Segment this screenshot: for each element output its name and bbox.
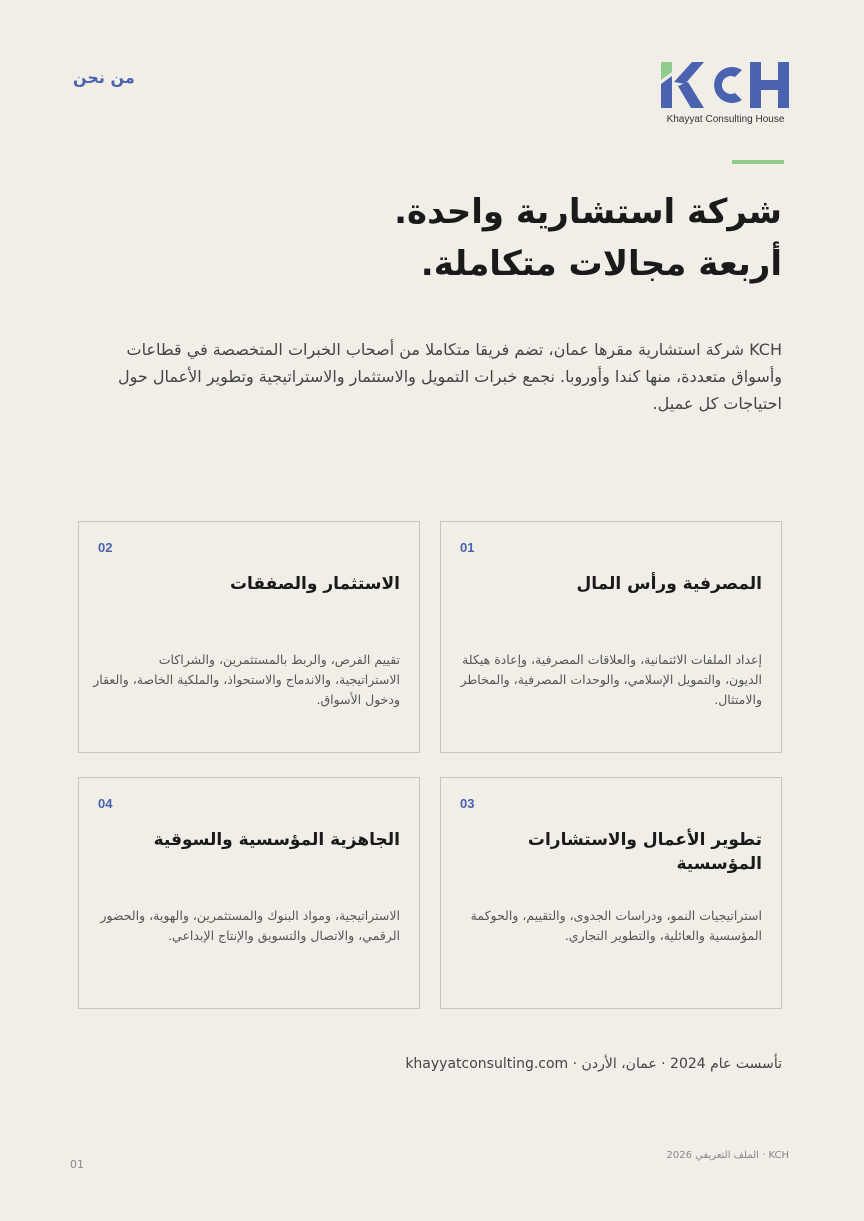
card-description: استراتيجيات النمو، ودراسات الجدوى، والتقييم، والحوكمة المؤسسية والعائلية، والتطوير التجاري. <box>470 908 762 943</box>
card-number: 03 <box>460 796 475 811</box>
footer-doc-label: KCH · الملف التعريفي 2026 <box>666 1150 789 1161</box>
page-number: 01 <box>70 1158 84 1171</box>
section-label: من نحن <box>73 68 135 87</box>
card-title: المصرفية ورأس المال <box>576 574 762 594</box>
card-number: 02 <box>98 540 113 555</box>
card-number: 01 <box>460 540 475 555</box>
service-card-readiness <box>78 777 420 1009</box>
service-card-investment <box>78 521 420 753</box>
headline-line-1: شركة استشارية واحدة. <box>394 192 782 232</box>
card-title: تطوير الأعمال والاستشارات المؤسسية <box>527 830 762 874</box>
intro-paragraph: KCH شركة استشارية مقرها عمان، تضم فريقا متكاملا من أصحاب الخبرات المتخصصة في قطاعات وأسواق متعددة، منها كندا وأوروبا. نجمع خبرات التمويل والاستثمار والاستراتيجية وتطوير الأعمال حول احتياجات كل عميل. <box>118 340 782 413</box>
service-card-banking <box>440 521 782 753</box>
kch-logo <box>658 58 793 130</box>
logo-mark <box>658 58 793 112</box>
service-card-business-development <box>440 777 782 1009</box>
founded-line: تأسست عام 2024 · عمان، الأردن · khayyatconsulting.com <box>405 1056 782 1072</box>
card-description: الاستراتيجية، ومواد البنوك والمستثمرين، والهوية، والحضور الرقمي، والاتصال والتسويق والإنتاج الإبداعي. <box>100 908 400 943</box>
headline-line-2: أربعة مجالات متكاملة. <box>420 244 782 284</box>
card-title: الجاهزية المؤسسية والسوقية <box>153 830 400 850</box>
headline <box>222 186 782 290</box>
card-description: تقييم الفرص، والربط بالمستثمرين، والشراكات الاستراتيجية، والاندماج والاستحواذ، والملكية الخاصة، والعقار ودخول الأسواق. <box>93 652 400 707</box>
logo-tagline: Khayyat Consulting House <box>666 114 785 125</box>
accent-rule <box>732 160 784 164</box>
card-title: الاستثمار والصفقات <box>229 574 400 594</box>
card-description: إعداد الملفات الائتمانية، والعلاقات المصرفية، وإعادة هيكلة الديون، والتمويل الإسلامي، والوحدات المصرفية، والمخاطر والامتثال. <box>460 652 762 707</box>
card-number: 04 <box>98 796 113 811</box>
